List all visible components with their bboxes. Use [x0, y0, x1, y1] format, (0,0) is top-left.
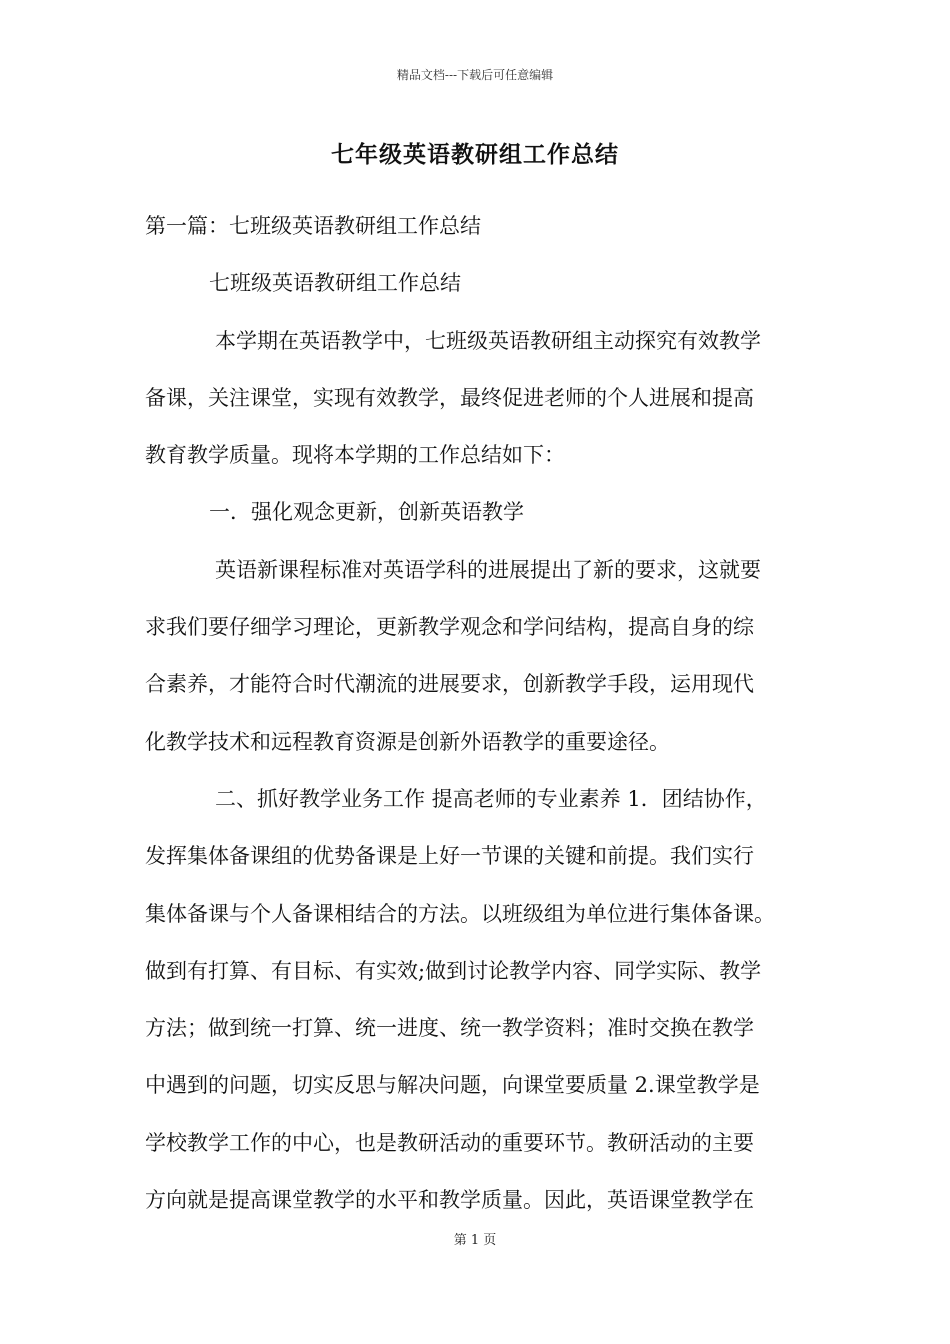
- paragraph-line: 合素养，才能符合时代潮流的进展要求，创新教学手段，运用现代: [145, 672, 754, 697]
- point-heading: 一．强化观念更新，创新英语教学: [209, 500, 524, 525]
- document-title: 七年级英语教研组工作总结: [331, 141, 619, 168]
- section-heading: 第一篇：七班级英语教研组工作总结: [145, 214, 481, 238]
- paragraph-line: 备课，关注课堂，实现有效教学，最终促进老师的个人进展和提高: [145, 385, 754, 410]
- paragraph-line: 集体备课与个人备课相结合的方法。以班级组为单位进行集体备课。: [145, 901, 775, 926]
- page-header: 精品文档---下载后可任意编辑: [396, 68, 554, 82]
- paragraph-line: 化教学技术和远程教育资源是创新外语教学的重要途径。: [145, 729, 670, 754]
- paragraph-line: 发挥集体备课组的优势备课是上好一节课的关键和前提。我们实行: [145, 844, 754, 869]
- document-body: [145, 198, 825, 1229]
- paragraph-line: 学校教学工作的中心，也是教研活动的重要环节。教研活动的主要: [145, 1130, 754, 1155]
- subsection-heading: 七班级英语教研组工作总结: [209, 271, 461, 296]
- paragraph-line: 方法；做到统一打算、统一进度、统一教学资料；准时交换在教学: [145, 1016, 754, 1041]
- paragraph-line: 二、抓好教学业务工作 提高老师的专业素养 1．团结协作，: [215, 786, 767, 811]
- paragraph-line: 求我们要仔细学习理论，更新教学观念和学问结构，提高自身的综: [145, 615, 754, 640]
- paragraph-line: 中遇到的问题，切实反思与解决问题，向课堂要质量 2.课堂教学是: [145, 1073, 760, 1098]
- paragraph-line: 方向就是提高课堂教学的水平和教学质量。因此，英语课堂教学在: [145, 1188, 754, 1213]
- paragraph-line: 英语新课程标准对英语学科的进展提出了新的要求，这就要: [215, 557, 761, 582]
- paragraph-line: 做到有打算、有目标、有实效;做到讨论教学内容、同学实际、教学: [145, 958, 762, 983]
- page-number: 第 1 页: [453, 1233, 497, 1248]
- paragraph-line: 教育教学质量。现将本学期的工作总结如下：: [145, 443, 565, 468]
- paragraph-line: 本学期在英语教学中，七班级英语教研组主动探究有效教学: [215, 328, 761, 353]
